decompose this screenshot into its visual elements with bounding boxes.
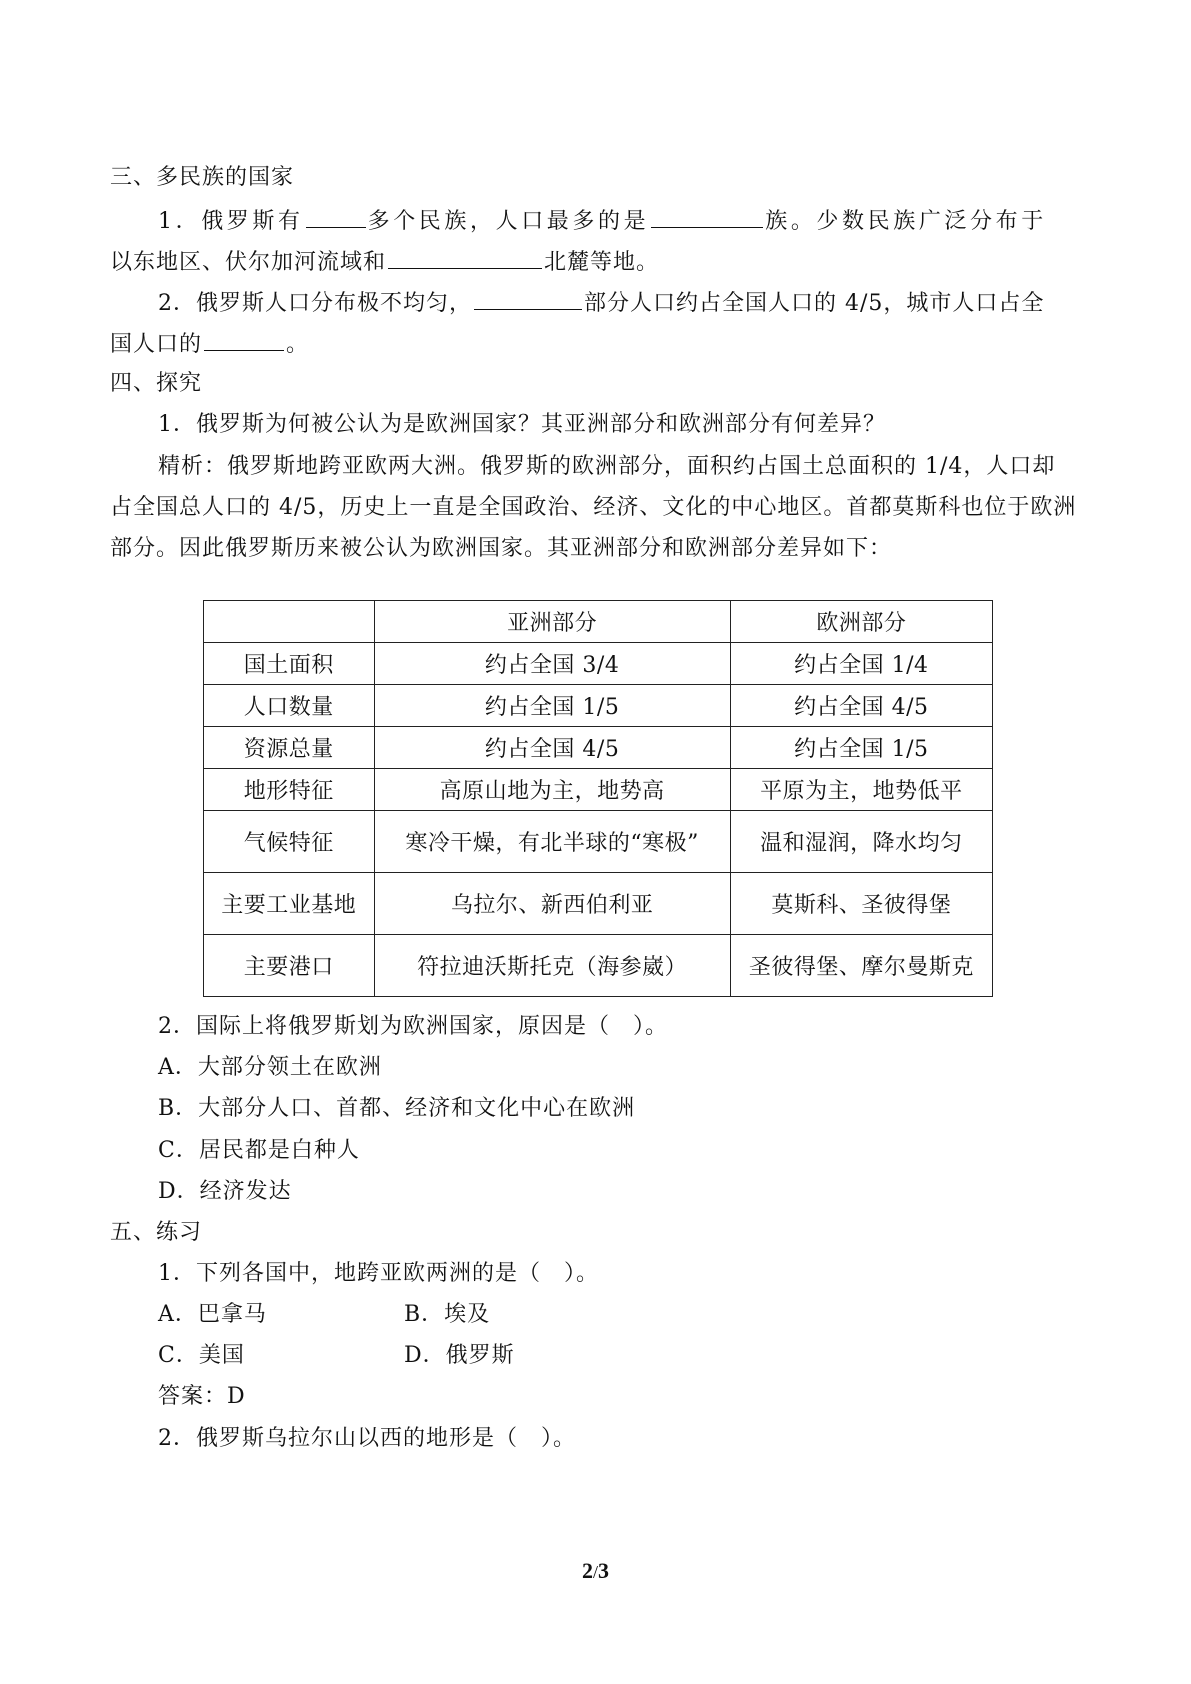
section-heading-5: 五、练习 bbox=[110, 1220, 203, 1245]
table-row bbox=[204, 685, 993, 727]
table-row bbox=[204, 811, 993, 873]
table-cell: 约占全国 4/5 bbox=[374, 727, 730, 769]
text: 北麓等地。 bbox=[544, 250, 660, 275]
analysis-line: 占全国总人口的 4/5，历史上一直是全国政治、经济、文化的中心地区。首都莫斯科也位于欧洲 bbox=[110, 495, 1077, 520]
table-header-cell bbox=[204, 601, 375, 643]
practice-options-row bbox=[158, 1300, 1090, 1330]
practice-question-1: 1．下列各国中，地跨亚欧两洲的是（ ）。 bbox=[158, 1261, 599, 1286]
fill-question-2-cont bbox=[110, 328, 1090, 360]
answer-blank[interactable] bbox=[306, 205, 366, 228]
table-cell: 约占全国 4/5 bbox=[730, 685, 992, 727]
table-header-row bbox=[204, 601, 993, 643]
answer-blank[interactable] bbox=[388, 246, 542, 269]
section-heading-3: 三、多民族的国家 bbox=[110, 165, 295, 190]
table-row bbox=[204, 769, 993, 811]
total-pages: 3 bbox=[598, 1558, 609, 1583]
table-header-cell: 亚洲部分 bbox=[374, 601, 730, 643]
fill-question-2 bbox=[158, 287, 1090, 319]
table-cell: 约占全国 1/5 bbox=[374, 685, 730, 727]
table-cell: 温和湿润，降水均匀 bbox=[730, 811, 992, 873]
analysis-line: 精析：俄罗斯地跨亚欧两大洲。俄罗斯的欧洲部分，面积约占国土总面积的 1/4，人口却 bbox=[158, 454, 1056, 479]
table-header-cell: 欧洲部分 bbox=[730, 601, 992, 643]
table-cell: 资源总量 bbox=[204, 727, 375, 769]
current-page: 2 bbox=[581, 1558, 593, 1583]
choice-option-d[interactable]: D．俄罗斯 bbox=[404, 1343, 515, 1368]
section-heading-4: 四、探究 bbox=[110, 371, 203, 396]
answer-blank[interactable] bbox=[651, 205, 763, 228]
text: 族。少数民族广泛分布于 bbox=[765, 209, 1047, 234]
choice-option-c[interactable]: C．居民都是白种人 bbox=[158, 1138, 360, 1163]
page-number bbox=[0, 1558, 1191, 1584]
table-cell: 乌拉尔、新西伯利亚 bbox=[374, 873, 730, 935]
fill-question-1-cont bbox=[110, 246, 1090, 278]
table-row bbox=[204, 727, 993, 769]
answer-text: 答案：D bbox=[158, 1384, 246, 1409]
text: 以东地区、伏尔加河流域和 bbox=[110, 250, 387, 275]
answer-blank[interactable] bbox=[474, 287, 582, 310]
text: 国人口的 bbox=[110, 332, 203, 357]
table-row bbox=[204, 643, 993, 685]
page-separator: / bbox=[592, 1562, 598, 1582]
answer-blank[interactable] bbox=[204, 328, 284, 351]
table-cell: 莫斯科、圣彼得堡 bbox=[730, 873, 992, 935]
table-cell: 地形特征 bbox=[204, 769, 375, 811]
fill-question-1 bbox=[158, 205, 1090, 237]
practice-options-row bbox=[158, 1341, 1090, 1371]
table-cell: 国土面积 bbox=[204, 643, 375, 685]
text: 1．俄罗斯有 bbox=[158, 209, 304, 234]
table-cell: 平原为主，地势低平 bbox=[730, 769, 992, 811]
inquiry-question-1: 1．俄罗斯为何被公认为是欧洲国家？其亚洲部分和欧洲部分有何差异？ bbox=[158, 412, 886, 437]
table-cell: 气候特征 bbox=[204, 811, 375, 873]
choice-option-c[interactable]: C．美国 bbox=[158, 1343, 245, 1368]
table-cell: 主要港口 bbox=[204, 935, 375, 997]
choice-option-a[interactable]: A．大部分领土在欧洲 bbox=[158, 1055, 382, 1080]
table-cell: 人口数量 bbox=[204, 685, 375, 727]
text: 。 bbox=[286, 332, 310, 357]
inquiry-question-2: 2．国际上将俄罗斯划为欧洲国家，原因是（ ）。 bbox=[158, 1014, 668, 1039]
table-cell: 约占全国 1/4 bbox=[730, 643, 992, 685]
table-cell: 约占全国 3/4 bbox=[374, 643, 730, 685]
analysis-line: 部分。因此俄罗斯历来被公认为欧洲国家。其亚洲部分和欧洲部分差异如下： bbox=[110, 536, 893, 561]
table-cell: 主要工业基地 bbox=[204, 873, 375, 935]
choice-option-b[interactable]: B．大部分人口、首都、经济和文化中心在欧洲 bbox=[158, 1096, 636, 1121]
text: 2．俄罗斯人口分布极不均匀， bbox=[158, 291, 472, 316]
table-cell: 符拉迪沃斯托克（海参崴） bbox=[374, 935, 730, 997]
table-cell: 寒冷干燥，有北半球的“寒极” bbox=[374, 811, 730, 873]
choice-option-d[interactable]: D．经济发达 bbox=[158, 1179, 292, 1204]
practice-question-2: 2．俄罗斯乌拉尔山以西的地形是（ ）。 bbox=[158, 1426, 576, 1451]
table-row bbox=[204, 935, 993, 997]
choice-option-a[interactable]: A．巴拿马 bbox=[158, 1302, 267, 1327]
table-cell: 圣彼得堡、摩尔曼斯克 bbox=[730, 935, 992, 997]
comparison-table bbox=[203, 600, 993, 997]
choice-option-b[interactable]: B．埃及 bbox=[404, 1302, 491, 1327]
table-cell: 高原山地为主，地势高 bbox=[374, 769, 730, 811]
table-row bbox=[204, 873, 993, 935]
table-cell: 约占全国 1/5 bbox=[730, 727, 992, 769]
text: 多个民族，人口最多的是 bbox=[367, 209, 650, 234]
text: 部分人口约占全国人口的 4/5，城市人口占全 bbox=[584, 291, 1045, 316]
